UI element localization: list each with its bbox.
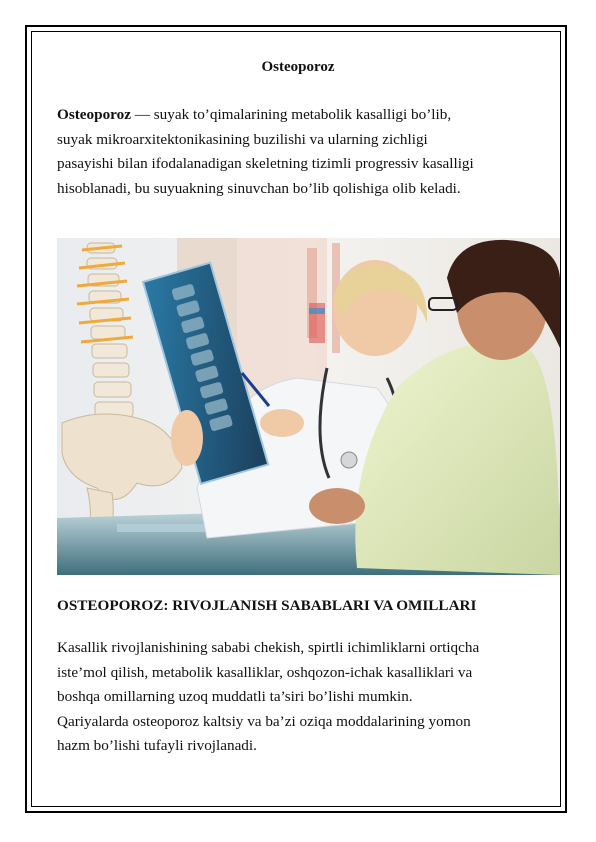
body-line-1: Kasallik rivojlanishining sababi chekish, spirtli ichimliklarni ortiqcha — [57, 639, 480, 656]
intro-line-4: hisoblanadi, bu suyuakning sinuvchan bo’lib qolishiga olib keladi. — [57, 179, 461, 197]
body-line-3: boshqa omillarning uzoq muddatli ta’siri bo’lishi mumkin. — [57, 688, 413, 705]
intro-paragraph — [57, 103, 543, 201]
body-line-5: hazm bo’lishi tufayli rivojlanadi. — [57, 737, 257, 754]
section-heading: OSTEOPOROZ: RIVOJLANISH SABABLARI VA OMILLARI — [57, 597, 477, 614]
intro-line-3: pasayishi bilan ifodalanadigan skeletning tizimli progressiv kasalligi — [57, 155, 474, 172]
body-paragraph — [57, 636, 543, 759]
intro-term: Osteoporoz — [57, 106, 131, 123]
document-title: Osteoporoz — [261, 59, 335, 75]
doctor-consultation-photo — [57, 238, 560, 575]
body-line-4: Qariyalarda osteoporoz kaltsiy va ba’zi oziqa moddalarining yomon — [57, 712, 471, 730]
intro-line-2: suyak mikroarxitektonikasining buzilishi va ularning zichligi — [57, 130, 428, 148]
body-line-2: iste’mol qilish, metabolik kasalliklar, oshqozon-ichak kasalliklari va — [57, 663, 473, 681]
intro-line-1-text: — suyak to’qimalarining metabolik kasalligi bo’lib, — [130, 106, 452, 123]
intro-line-1 — [57, 103, 543, 128]
